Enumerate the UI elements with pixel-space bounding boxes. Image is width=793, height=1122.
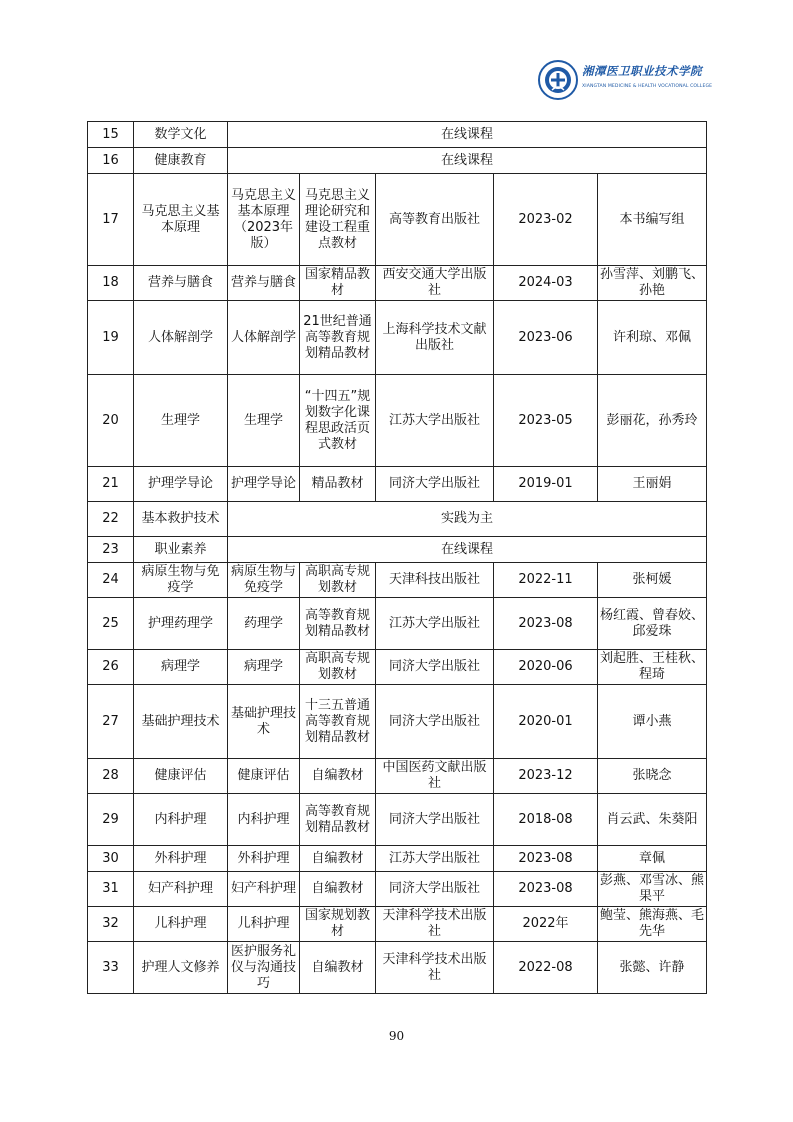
textbook-type: 高职高专规划教材 (300, 563, 376, 598)
textbook-name: 生理学 (228, 375, 300, 467)
textbook-name: 人体解剖学 (228, 301, 300, 375)
table-row (88, 266, 707, 301)
author: 孙雪萍、刘鹏飞、孙艳 (598, 266, 707, 301)
author: 彭丽花，孙秀玲 (598, 375, 707, 467)
publisher: 江苏大学出版社 (376, 375, 494, 467)
course-name: 营养与膳食 (134, 266, 228, 301)
row-number: 29 (88, 794, 134, 846)
row-number: 32 (88, 907, 134, 942)
textbook-type: 自编教材 (300, 759, 376, 794)
publish-date: 2023-08 (494, 872, 598, 907)
textbook-type: 国家精品教材 (300, 266, 376, 301)
table-row (88, 598, 707, 650)
textbook-name: 内科护理 (228, 794, 300, 846)
table-row (88, 537, 707, 563)
publisher: 中国医药文献出版社 (376, 759, 494, 794)
college-seal-icon (538, 60, 578, 100)
course-name: 职业素养 (134, 537, 228, 563)
publish-date: 2019-01 (494, 467, 598, 502)
course-name: 护理学导论 (134, 467, 228, 502)
publish-date: 2023-06 (494, 301, 598, 375)
table-row (88, 502, 707, 537)
course-name: 内科护理 (134, 794, 228, 846)
author: 杨红霞、曾春姣、邱爱珠 (598, 598, 707, 650)
textbook-type: 高职高专规划教材 (300, 650, 376, 685)
table-row (88, 846, 707, 872)
textbook-name: 病原生物与免疫学 (228, 563, 300, 598)
row-number: 18 (88, 266, 134, 301)
author: 张懿、许静 (598, 942, 707, 994)
textbook-type: 马克思主义理论研究和建设工程重点教材 (300, 174, 376, 266)
course-name: 护理药理学 (134, 598, 228, 650)
course-name: 人体解剖学 (134, 301, 228, 375)
textbook-name: 病理学 (228, 650, 300, 685)
row-number: 27 (88, 685, 134, 759)
publisher: 江苏大学出版社 (376, 846, 494, 872)
textbook-name: 医护服务礼仪与沟通技巧 (228, 942, 300, 994)
publish-date: 2023-05 (494, 375, 598, 467)
row-number: 33 (88, 942, 134, 994)
textbook-name: 营养与膳食 (228, 266, 300, 301)
table-row (88, 301, 707, 375)
row-number: 31 (88, 872, 134, 907)
row-number: 17 (88, 174, 134, 266)
publisher: 同济大学出版社 (376, 685, 494, 759)
textbook-table (87, 121, 707, 994)
textbook-name: 妇产科护理 (228, 872, 300, 907)
course-name: 生理学 (134, 375, 228, 467)
author: 肖云武、朱葵阳 (598, 794, 707, 846)
textbook-name: 健康评估 (228, 759, 300, 794)
author: 王丽娟 (598, 467, 707, 502)
course-name: 护理人文修养 (134, 942, 228, 994)
course-name: 儿科护理 (134, 907, 228, 942)
course-name: 马克思主义基本原理 (134, 174, 228, 266)
textbook-type: 十三五普通高等教育规划精品教材 (300, 685, 376, 759)
textbook-type: 自编教材 (300, 942, 376, 994)
logo-chinese-name: 湘潭医卫职业技术学院 (582, 64, 702, 78)
textbook-name: 外科护理 (228, 846, 300, 872)
textbook-type: 21世纪普通高等教育规划精品教材 (300, 301, 376, 375)
course-name: 外科护理 (134, 846, 228, 872)
publisher: 西安交通大学出版社 (376, 266, 494, 301)
table-row (88, 375, 707, 467)
page-number: 90 (388, 1029, 405, 1043)
publish-date: 2022-11 (494, 563, 598, 598)
table-row (88, 650, 707, 685)
college-logo (538, 60, 713, 100)
author: 谭小燕 (598, 685, 707, 759)
merged-note: 在线课程 (228, 537, 707, 563)
publisher: 上海科学技术文献出版社 (376, 301, 494, 375)
table-row (88, 907, 707, 942)
publisher: 同济大学出版社 (376, 794, 494, 846)
publisher: 江苏大学出版社 (376, 598, 494, 650)
course-name: 病原生物与免疫学 (134, 563, 228, 598)
publish-date: 2024-03 (494, 266, 598, 301)
publisher: 天津科学技术出版社 (376, 907, 494, 942)
publish-date: 2023-08 (494, 598, 598, 650)
table-row (88, 563, 707, 598)
row-number: 23 (88, 537, 134, 563)
textbook-name: 药理学 (228, 598, 300, 650)
author: 本书编写组 (598, 174, 707, 266)
table-row (88, 685, 707, 759)
row-number: 22 (88, 502, 134, 537)
row-number: 25 (88, 598, 134, 650)
logo-english-name: XIANGTAN MEDICINE & HEALTH VOCATIONAL COLLEGE (582, 84, 713, 89)
publisher: 天津科学技术出版社 (376, 942, 494, 994)
publish-date: 2020-06 (494, 650, 598, 685)
textbook-name: 马克思主义基本原理（2023年版） (228, 174, 300, 266)
textbook-type: 高等教育规划精品教材 (300, 794, 376, 846)
row-number: 16 (88, 148, 134, 174)
table-row (88, 122, 707, 148)
author: 刘起胜、王桂秋、程琦 (598, 650, 707, 685)
table-row (88, 794, 707, 846)
merged-note: 实践为主 (228, 502, 707, 537)
publish-date: 2022-08 (494, 942, 598, 994)
publish-date: 2022年 (494, 907, 598, 942)
author: 许利琼、邓佩 (598, 301, 707, 375)
row-number: 19 (88, 301, 134, 375)
table-row (88, 148, 707, 174)
table-row (88, 174, 707, 266)
course-name: 妇产科护理 (134, 872, 228, 907)
merged-note: 在线课程 (228, 122, 707, 148)
author: 张柯媛 (598, 563, 707, 598)
row-number: 28 (88, 759, 134, 794)
textbook-type: 国家规划教材 (300, 907, 376, 942)
course-name: 数学文化 (134, 122, 228, 148)
publish-date: 2023-02 (494, 174, 598, 266)
table-row (88, 467, 707, 502)
textbook-name: 基础护理技术 (228, 685, 300, 759)
course-name: 基础护理技术 (134, 685, 228, 759)
row-number: 24 (88, 563, 134, 598)
table-row (88, 942, 707, 994)
publish-date: 2023-08 (494, 846, 598, 872)
table-row (88, 759, 707, 794)
publisher: 同济大学出版社 (376, 467, 494, 502)
row-number: 20 (88, 375, 134, 467)
publisher: 高等教育出版社 (376, 174, 494, 266)
author: 彭燕、邓雪冰、熊果平 (598, 872, 707, 907)
row-number: 21 (88, 467, 134, 502)
publisher: 天津科技出版社 (376, 563, 494, 598)
publish-date: 2018-08 (494, 794, 598, 846)
course-name: 健康评估 (134, 759, 228, 794)
course-name: 病理学 (134, 650, 228, 685)
author: 张晓念 (598, 759, 707, 794)
author: 章佩 (598, 846, 707, 872)
course-name: 基本救护技术 (134, 502, 228, 537)
publisher: 同济大学出版社 (376, 872, 494, 907)
course-name: 健康教育 (134, 148, 228, 174)
publish-date: 2020-01 (494, 685, 598, 759)
author: 鲍莹、熊海燕、毛先华 (598, 907, 707, 942)
textbook-name: 儿科护理 (228, 907, 300, 942)
row-number: 26 (88, 650, 134, 685)
textbook-type: 精品教材 (300, 467, 376, 502)
textbook-type: 高等教育规划精品教材 (300, 598, 376, 650)
table-row (88, 872, 707, 907)
textbook-type: 自编教材 (300, 872, 376, 907)
publish-date: 2023-12 (494, 759, 598, 794)
row-number: 15 (88, 122, 134, 148)
textbook-name: 护理学导论 (228, 467, 300, 502)
textbook-type: “十四五”规划数字化课程思政活页式教材 (300, 375, 376, 467)
row-number: 30 (88, 846, 134, 872)
merged-note: 在线课程 (228, 148, 707, 174)
publisher: 同济大学出版社 (376, 650, 494, 685)
textbook-type: 自编教材 (300, 846, 376, 872)
